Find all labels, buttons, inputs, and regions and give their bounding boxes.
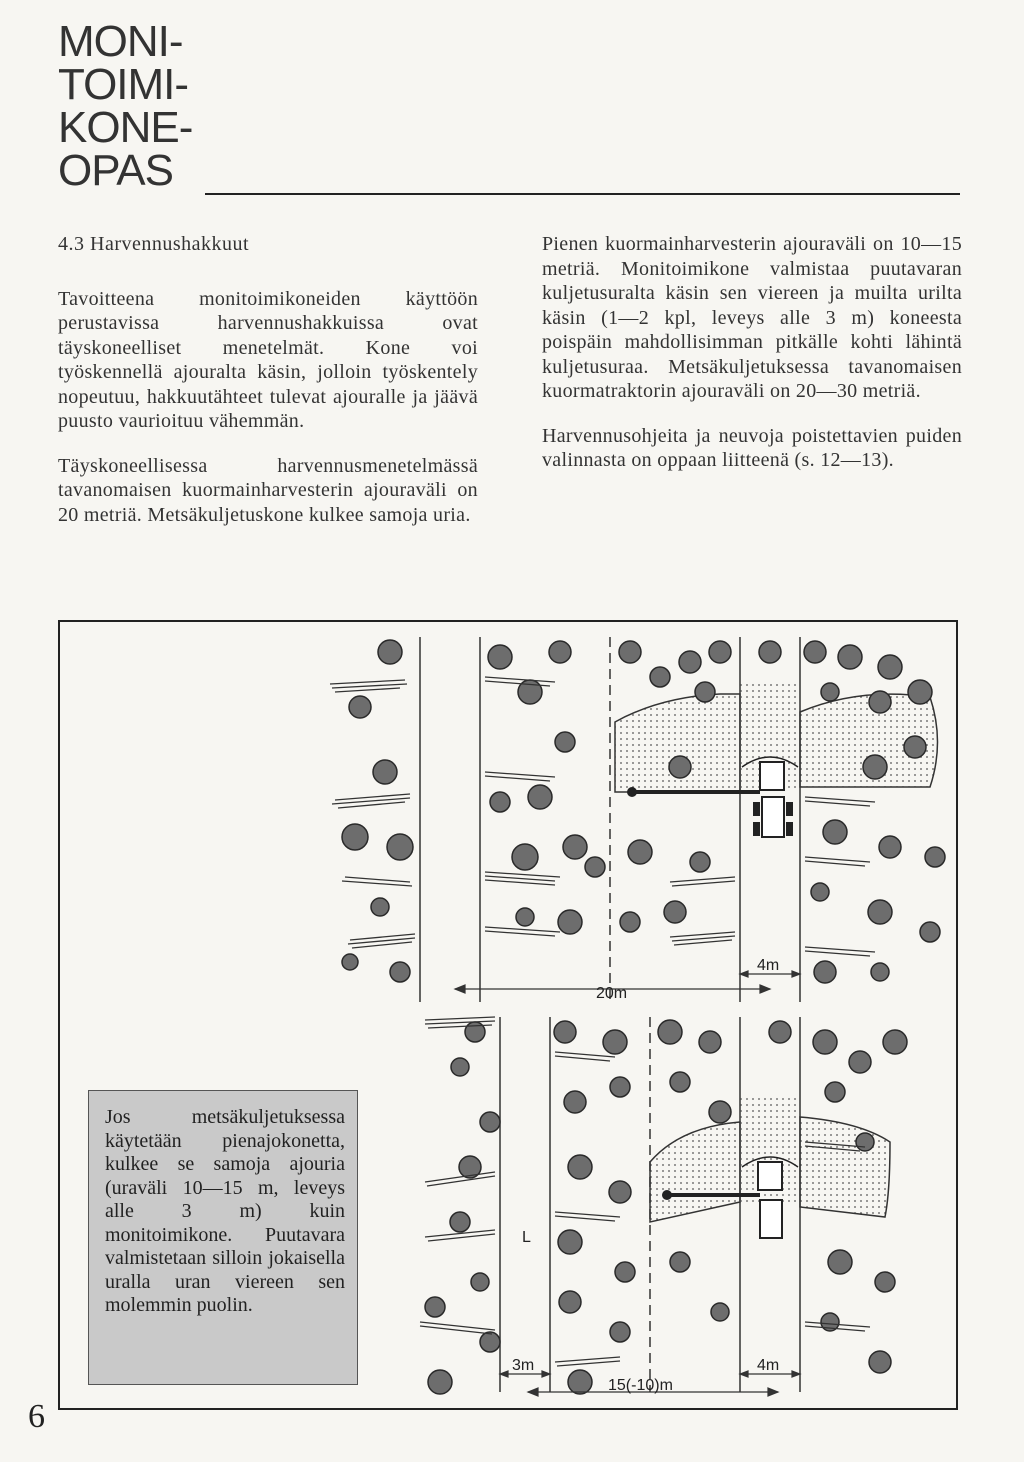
title-line: KONE- (58, 103, 193, 152)
strip-width-label: 4m (757, 957, 780, 974)
working-area-right (800, 1117, 890, 1217)
note-box (88, 1090, 358, 1385)
left-width-label: 3m (512, 1357, 535, 1374)
title-rule (205, 193, 960, 195)
page-number: 6 (28, 1398, 45, 1435)
path-label: L (522, 1229, 531, 1246)
section-heading: 4.3 Harvennushakkuut (58, 233, 250, 255)
paragraph: Tavoitteena monitoimikoneiden käyttöön perustavissa harvennushakkuissa ovat täyskoneelliset menetelmät. Kone voi työskennellä ajouralta käsin, jolloin työskentely nopeutuu, hakkuutähteet tulevat ajouralle ja jäävä puusto vaurioituu vähemmän. (58, 287, 478, 432)
title-line: TOIMI- (58, 60, 189, 109)
title-line: MONI- (58, 17, 183, 66)
dimension-lines (455, 971, 800, 993)
paragraph: Pienen kuormainharvesterin ajouraväli on 10—15 metriä. Monitoimikone valmistaa puutavaran kuljetusuralta käsin sen viereen ja muilta urilta käsin (1—2 kpl, leveys alle 3 m) koneesta poispäin mahdollisimman pitkälle kohti lähintä kuljetusuraa. Metsäkuljetuksessa tavanomaisen kuormatraktorin ajouraväli on 20—30 metriä. (542, 233, 962, 402)
paragraph: Täyskoneellisessa harvennusmenetelmässä tavanomaisen kuormainharvesterin ajouraväli on 20 metriä. Metsäkuljetuskone kulkee samoja uria. (58, 454, 478, 526)
note-text: Jos metsäkuljetuksessa käytetään pienajokonetta, kulkee se samoja ajouria (uraväli 10—15 m, leveys alle 3 m) kuin monitoimikone. Puutavara valmistetaan silloin jokaisella uralla uran viereen sen molemmin puolin. (105, 1106, 345, 1316)
span-label: 20m (596, 985, 628, 1002)
span-label: 15(-10)m (608, 1377, 673, 1394)
title-line: OPAS (58, 146, 174, 195)
paragraph: Harvennusohjeita ja neuvoja poistettavien puiden valinnasta on oppaan liitteenä (s. 12—13). (542, 424, 962, 471)
right-column (542, 232, 962, 493)
left-column (58, 232, 478, 547)
trees (342, 640, 945, 983)
guide-title (58, 17, 193, 195)
top-diagram (330, 637, 945, 1002)
working-area-left (650, 1122, 740, 1222)
strip-width-label: 4m (757, 1357, 780, 1374)
bottom-diagram (420, 1017, 907, 1396)
